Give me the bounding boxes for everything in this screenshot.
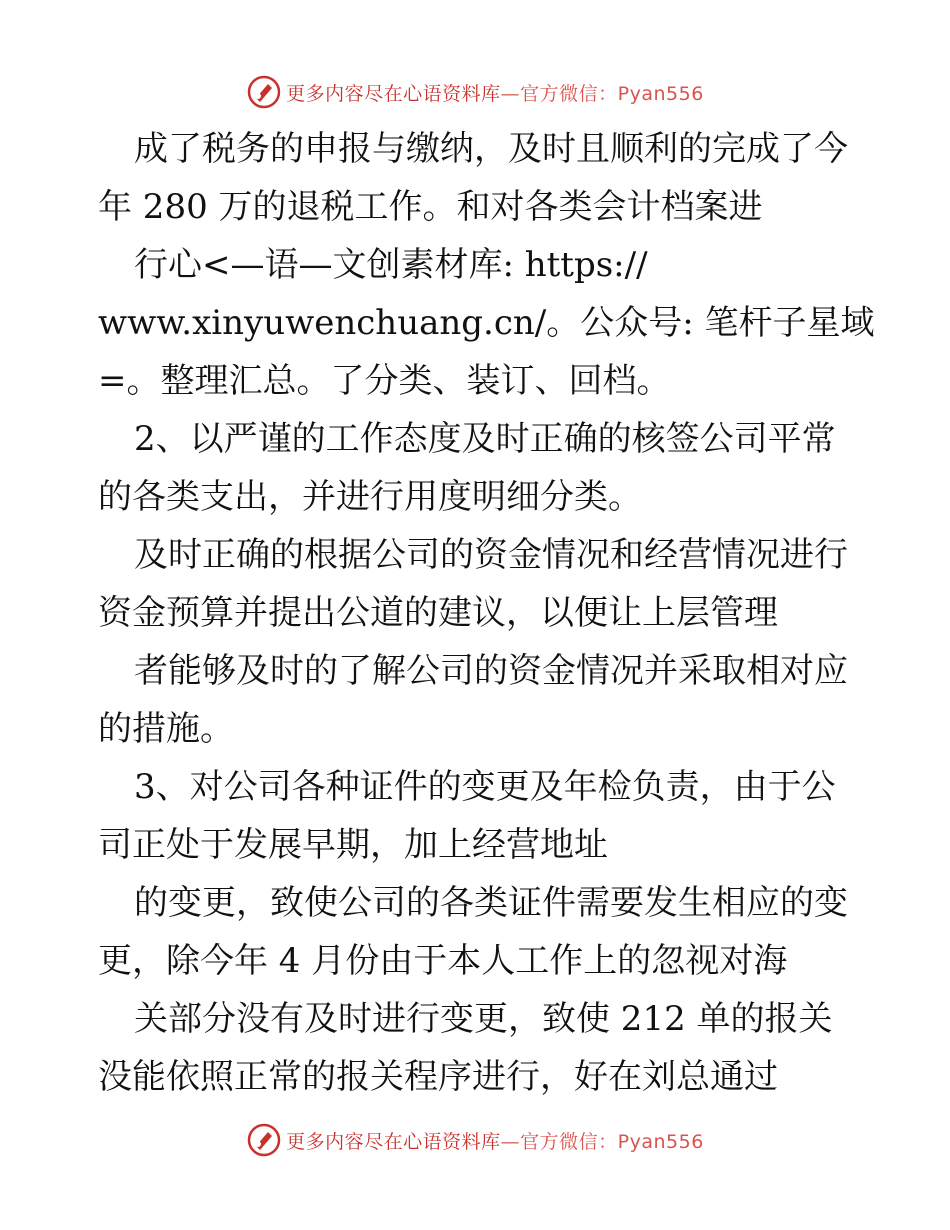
watermark-separator: — [500,82,521,105]
text-line: 司正处于发展早期，加上经营地址 [98,825,608,865]
text-line: 成了税务的申报与缴纳，及时且顺利的完成了今 [134,129,848,169]
watermark-suffix-text: 官方微信：Pyan556 [520,82,704,105]
footer-watermark [0,1120,950,1160]
text-line: 3、对公司各种证件的变更及年检负责，由于公 [134,767,836,807]
text-line: 的措施。 [98,709,234,749]
text-line: 年 280 万的退税工作。和对各类会计档案进 [98,187,763,227]
text-line: 资金预算并提出公道的建议，以便让上层管理 [98,593,778,633]
text-line: 关部分没有及时进行变更，致使 212 单的报关 [134,999,833,1039]
text-line: www.xinyuwenchuang.cn/。公众号: 笔杆子星域 [98,303,875,343]
text-line: 者能够及时的了解公司的资金情况并采取相对应 [134,651,848,691]
text-line: 及时正确的根据公司的资金情况和经营情况进行 [134,535,848,575]
pen-nib-logo-icon [246,74,282,110]
watermark-suffix-text: 官方微信：Pyan556 [520,1130,704,1153]
text-line: 行心<—语—文创素材库: https:// [134,245,648,285]
watermark-main-text: 更多内容尽在心语资料库 [286,82,501,105]
document-body [98,120,875,1106]
watermark-main-text: 更多内容尽在心语资料库 [286,1130,501,1153]
pen-nib-logo-icon [246,1122,282,1158]
text-line: 的各类支出，并进行用度明细分类。 [98,477,642,517]
text-line: 没能依照正常的报关程序进行，好在刘总通过 [98,1057,778,1097]
watermark-separator: — [500,1130,521,1153]
text-line: 的变更，致使公司的各类证件需要发生相应的变 [134,883,848,923]
text-line: 2、以严谨的工作态度及时正确的核签公司平常 [134,419,836,459]
text-line: 更，除今年 4 月份由于本人工作上的忽视对海 [98,941,788,981]
text-line: =。整理汇总。了分类、装订、回档。 [98,361,671,401]
header-watermark [0,72,950,112]
